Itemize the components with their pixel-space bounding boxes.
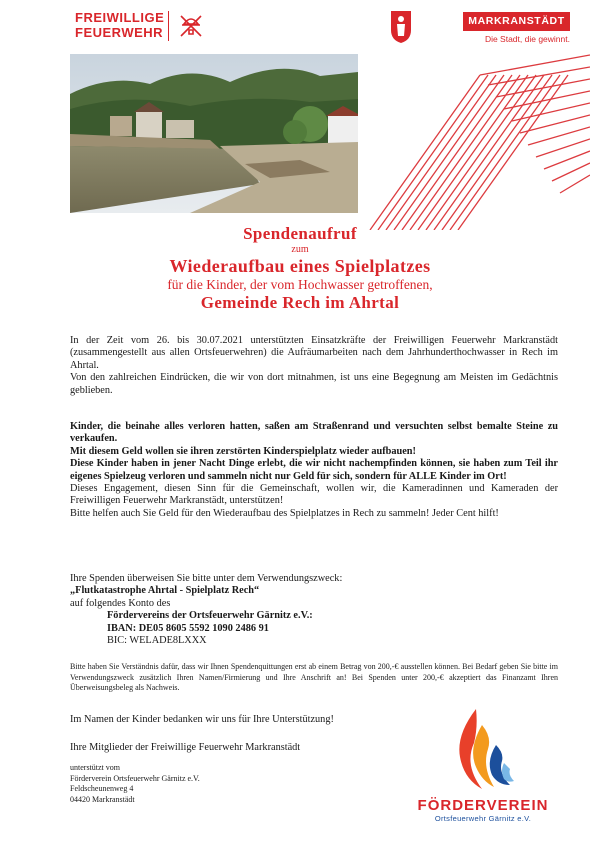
flood-photo [70,54,358,213]
feuerwehr-logo [75,10,215,46]
footer-line-3: Feldscheunenweg 4 [70,784,134,793]
title-wiederaufbau: Wiederaufbau eines Spielplatzes [169,256,431,276]
title-gemeinde: Gemeinde Rech im Ahrtal [200,293,400,312]
story-bold-2: Mit diesem Geld wollen sie ihren zerstörten Kinderspielplatz wieder aufbauen! [70,445,416,457]
bank-purpose: „Flutkatastrophe Ahrtal - Spielplatz Rech“ [70,585,260,597]
signature-text: Ihre Mitglieder der Freiwillige Feuerwehr Markranstädt [70,742,301,753]
foerderverein-subtitle: Ortsfeuerwehr Gärnitz e.V. [434,814,532,823]
story-bold-1: Kinder, die beinahe alles verloren hatten, saßen am Straßenrand und versuchten selbst bemalte Steine zu verkaufen. [70,421,558,445]
title-spendenaufruf: Spendenaufruf [243,224,357,243]
bank-section [70,573,558,647]
receipt-notice: Bitte haben Sie Verständnis dafür, dass wir Ihnen Spendenquittungen erst ab einem Betrag von 200,-€ ausstellen können. Bei Bedarf geben Sie bitte im Verwendungszweck zusätzlich Ihren Namen/Firmierung und Ihre Anschrift an! Bei Spenden unter 200,-€ akzeptiert das Finanzamt Ihren Überweisungsbeleg als Nachweis. [70,662,558,692]
bank-holder: Fördervereins der Ortsfeuerwehr Gärnitz e.V.: [107,610,313,622]
thanks-text: Im Namen der Kinder bedanken wir uns für Ihre Unterstützung! [70,714,334,725]
story-paragraph-4: Dieses Engagement, diesen Sinn für die Gemeinschaft, wollen wir, die Kameradinnen und Kameraden der Freiwilligen Feuerwehr Markranstädt, unterstützen! [70,483,558,507]
feuerwehr-line1: FREIWILLIGE [75,10,165,25]
bank-line-3: auf folgendes Konto des [70,597,171,609]
logo-divider [168,11,169,41]
story-section [70,421,558,520]
markranstaedt-brand: MARKRANSTÄDT [463,12,570,31]
title-block [0,224,600,313]
bank-line-1: Ihre Spenden überweisen Sie bitte unter dem Verwendungszweck: [70,573,343,584]
title-subline: für die Kinder, der vom Hochwasser getroffenen, [167,277,433,292]
story-bold-3: Diese Kinder haben in jener Nacht Dinge erlebt, die wir nicht nachempfinden können, sie haben zum Teil ihr eigenes Spielzeug verloren und sammeln nicht nur Geld für sich, sondern für ALLE Kinder im Ort! [70,458,558,482]
title-zum: zum [291,244,309,255]
flame-logo-icon [438,705,528,793]
city-crest-icon [390,10,412,44]
footer-line-1: unterstützt vom [70,763,120,772]
foerderverein-logo [413,705,553,823]
foerderverein-name: FÖRDERVEREIN [417,797,549,814]
feuerwehr-logo-text [75,10,164,40]
decorative-stripes [330,45,590,230]
fire-helmet-emblem-icon [175,10,207,42]
story-paragraph-5: Bitte helfen auch Sie Geld für den Wiederaufbau des Spielplatzes in Rech zu sammeln! Jeder Cent hilft! [70,507,499,519]
feuerwehr-line2: FEUERWEHR [75,25,164,40]
bank-bic: BIC: WELADE8LXXX [107,635,207,647]
bank-iban: IBAN: DE05 8605 5592 1090 2486 91 [107,622,269,634]
intro-paragraph-1: In der Zeit vom 26. bis 30.07.2021 unterstützten Einsatzkräfte der Freiwilligen Feuerwehr Markranstädt (zusammengestellt aus allen Ortsfeuerwehren) die Aufräumarbeiten nach dem Jahrhunderthochwasser in Rech im Ahrtal. [70,335,558,371]
footer-line-2: Förderverein Ortsfeuerwehr Gärnitz e.V. [70,773,200,783]
intro-paragraph-2: Von den zahlreichen Eindrücken, die wir von dort mitnahmen, ist uns eine Begegnung am Meisten im Gedächtnis geblieben. [70,372,558,396]
markranstaedt-tagline: Die Stadt, die gewinnt. [484,34,570,44]
footer-line-4: 04420 Markranstädt [70,794,135,804]
intro-section [70,335,558,397]
supporter-footer [70,763,200,805]
